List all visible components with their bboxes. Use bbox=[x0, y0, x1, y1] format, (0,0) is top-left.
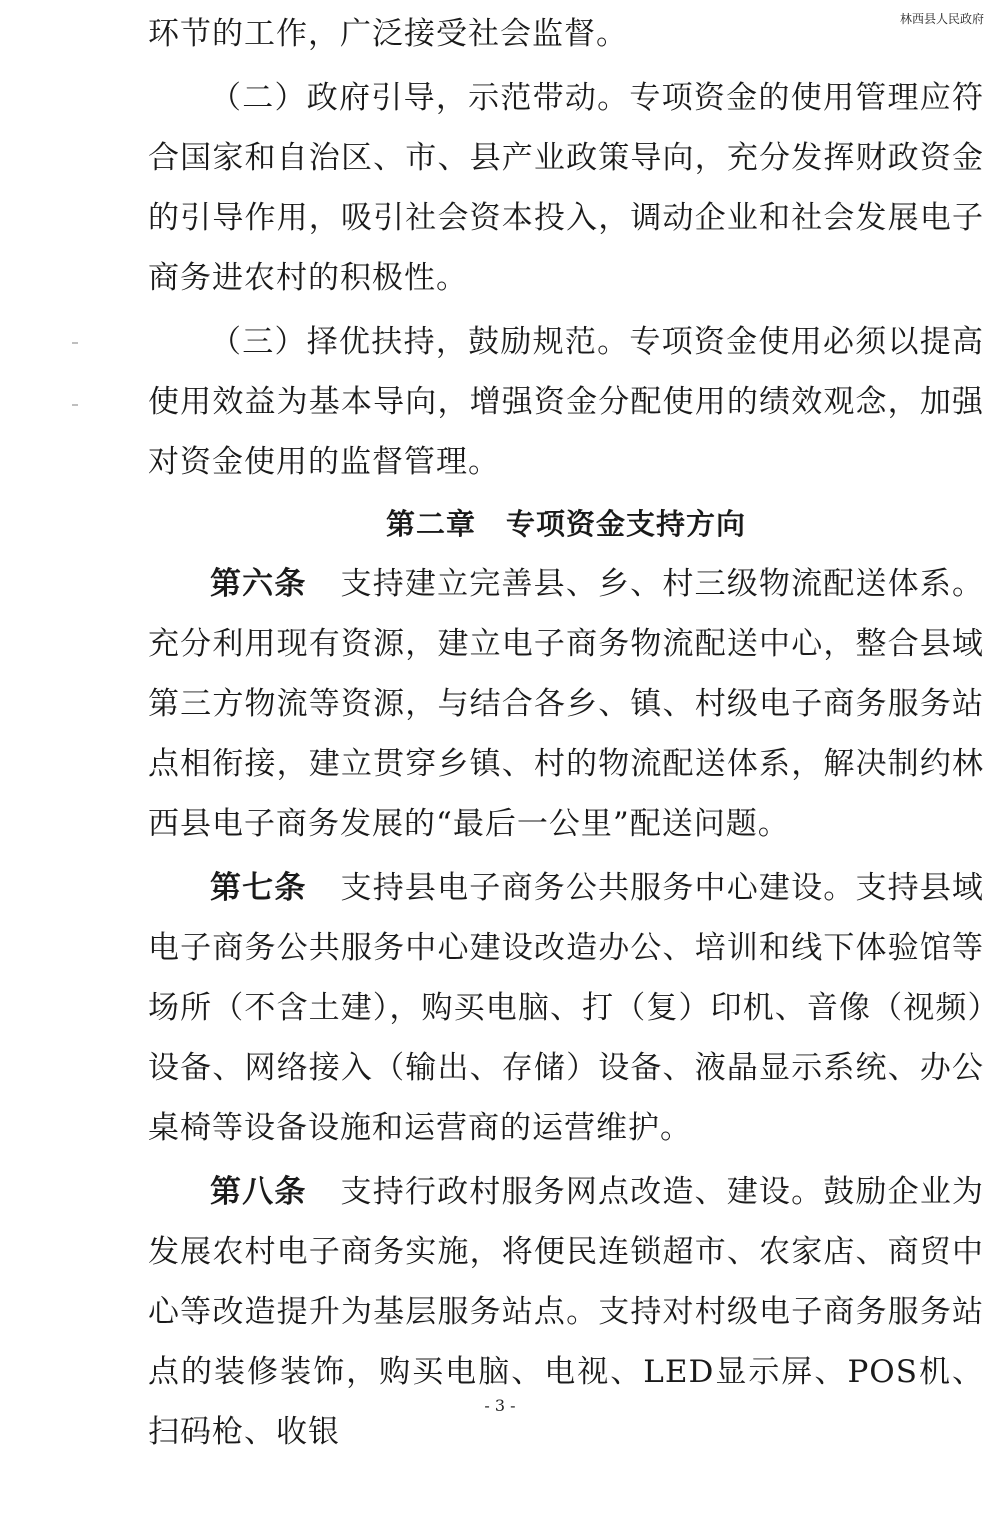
article-7 bbox=[148, 858, 984, 1158]
scan-speck bbox=[72, 342, 78, 344]
chapter-title: 第二章 专项资金支持方向 bbox=[385, 507, 746, 541]
page-number: - 3 - bbox=[484, 1396, 516, 1415]
paragraph-continuation: 环节的工作，广泛接受社会监督。 bbox=[148, 16, 628, 52]
article-6 bbox=[148, 554, 984, 854]
paragraph-principle-3: （三）择优扶持，鼓励规范。专项资金使用必须以提高使用效益为基本导向，增强资金分配使用的绩效观念，加强对资金使用的监督管理。 bbox=[148, 324, 984, 480]
article-7-heading: 第七条 bbox=[210, 870, 307, 906]
article-7-text: 支持县电子商务公共服务中心建设。支持县域电子商务公共服务中心建设改造办公、培训和线下体验馆等场所（不含土建），购买电脑、打（复）印机、音像（视频）设备、网络接入（输出、存储）设备、液晶显示系统、办公桌椅等设备设施和运营商的运营维护。 bbox=[148, 870, 984, 1146]
paragraph-principle-2: （二）政府引导，示范带动。专项资金的使用管理应符合国家和自治区、市、县产业政策导向，充分发挥财政资金的引导作用，吸引社会资本投入，调动企业和社会发展电子商务进农村的积极性。 bbox=[148, 80, 984, 296]
watermark-label: 林西县人民政府 bbox=[899, 12, 984, 26]
scan-speck bbox=[72, 404, 78, 406]
article-8 bbox=[148, 1162, 984, 1462]
document-body bbox=[148, 0, 984, 1462]
article-6-text: 支持建立完善县、乡、村三级物流配送体系。充分利用现有资源，建立电子商务物流配送中心，整合县域第三方物流等资源，与结合各乡、镇、村级电子商务服务站点相衔接，建立贯穿乡镇、村的物流配送体系，解决制约林西县电子商务发展的“最后一公里”配送问题。 bbox=[148, 566, 984, 842]
article-8-heading: 第八条 bbox=[210, 1174, 307, 1210]
article-8-text: 支持行政村服务网点改造、建设。鼓励企业为发展农村电子商务实施，将便民连锁超市、农家店、商贸中心等改造提升为基层服务站点。支持对村级电子商务服务站点的装修装饰，购买电脑、电视、LED显示屏、POS机、扫码枪、收银 bbox=[148, 1174, 984, 1450]
article-6-heading: 第六条 bbox=[210, 566, 307, 602]
